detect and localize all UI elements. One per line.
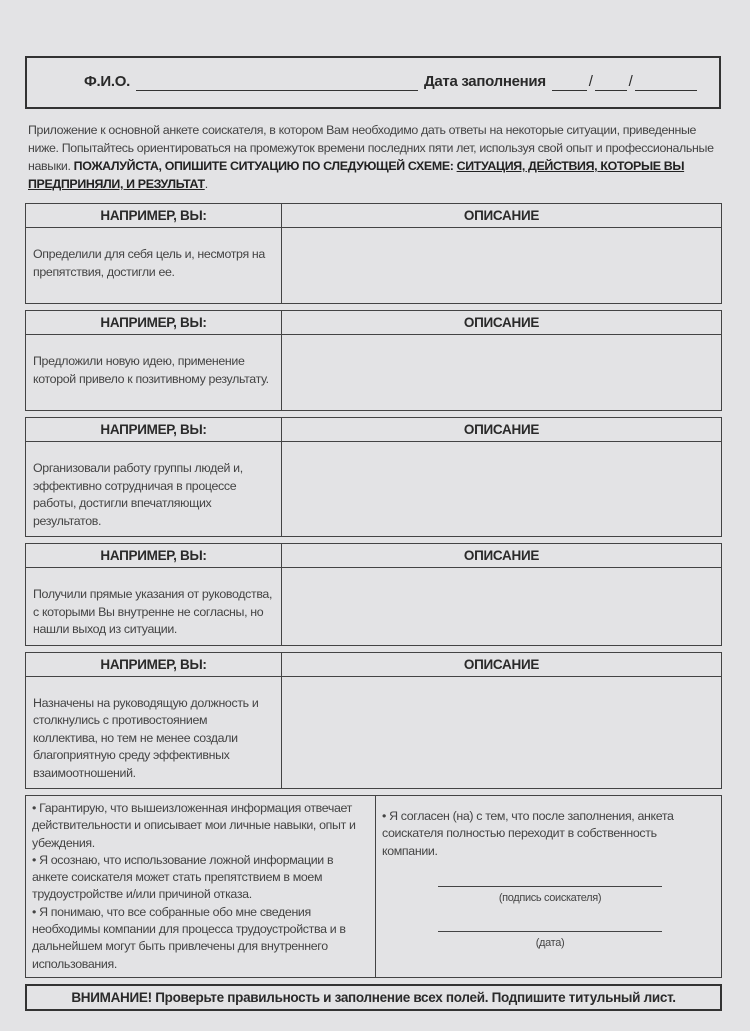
description-field[interactable] (282, 677, 721, 789)
situation-block (25, 203, 722, 304)
description-field[interactable] (282, 568, 721, 645)
block-body (26, 568, 721, 645)
intro-end: . (204, 177, 208, 191)
description-field[interactable] (282, 442, 721, 536)
warning-banner: ВНИМАНИЕ! Проверьте правильность и заполнение всех полей. Подпишите титульный лист. (25, 984, 722, 1011)
signature-field[interactable]: (подпись соискателя) (438, 886, 662, 905)
block-header (26, 653, 721, 677)
name-field[interactable] (136, 76, 418, 91)
example-header: НАПРИМЕР, ВЫ: (26, 418, 282, 441)
intro-underlined: СИТУАЦИЯ, ДЕЙСТВИЯ, КОТОРЫЕ ВЫ ПРЕДПРИНЯЛИ, И РЕЗУЛЬТАТ (28, 159, 685, 191)
example-text: Получили прямые указания от руководства, с которыми Вы внутренне не согласны, но нашли выход из ситуации. (26, 568, 282, 645)
consent-text: • Я согласен (на) с тем, что после заполнения, анкета соискателя полностью переходит в собственность компании. (382, 809, 674, 858)
name-label: Ф.И.О. (84, 73, 130, 90)
description-header: ОПИСАНИЕ (463, 422, 540, 437)
block-body (26, 442, 721, 536)
date-label: Дата заполнения (423, 73, 546, 90)
example-text: Назначены на руководящую должность и столкнулись с противостоянием коллектива, но тем не менее создали благоприятную среду эффективных взаимоотношений. (26, 677, 282, 789)
description-header: ОПИСАНИЕ (463, 656, 540, 672)
block-header (26, 204, 721, 228)
example-header: НАПРИМЕР, ВЫ: (26, 653, 282, 676)
declaration-box (25, 795, 722, 978)
declaration-right (376, 796, 721, 977)
date-year-field[interactable] (635, 76, 697, 91)
description-header: ОПИСАНИЕ (463, 315, 540, 330)
example-header: НАПРИМЕР, ВЫ: (26, 204, 282, 227)
example-header: НАПРИМЕР, ВЫ: (26, 544, 282, 567)
example-text: Предложили новую идею, применение которой привело к позитивному результату. (26, 335, 282, 410)
date-day-field[interactable] (552, 76, 587, 91)
block-header (26, 544, 721, 568)
description-field[interactable] (282, 228, 721, 303)
signature-date-field[interactable]: (дата) (438, 931, 662, 950)
intro-body: Приложение к основной анкете соискателя, в котором Вам необходимо дать ответы на некоторые ситуации, приведенные ниже. Попытайтесь ориентироваться на промежуток времени последних пяти лет, используя свой опыт и профессиональные навыки. (28, 123, 714, 173)
example-text: Определили для себя цель и, несмотря на препятствия, достигли ее. (26, 228, 282, 303)
block-body (26, 677, 721, 789)
date-month-field[interactable] (595, 76, 627, 91)
description-header: ОПИСАНИЕ (463, 208, 540, 223)
block-body (26, 335, 721, 410)
declaration-item: • Я понимаю, что все собранные обо мне сведения необходимы компании для процесса трудоустройства и в дальнейшем могут быть привлечены для внутреннего использования. (32, 904, 346, 971)
intro-text (28, 121, 718, 193)
example-text: Организовали работу группы людей и, эффективно сотрудничая в процессе работы, достигли впечатляющих результатов. (26, 442, 282, 536)
header-box (25, 56, 721, 109)
date-separator: / (588, 73, 593, 90)
description-header: ОПИСАНИЕ (463, 548, 540, 563)
declaration-item: • Гарантирую, что вышеизложенная информация отвечает действительности и описывает мои личные навыки, опыт и убеждения. (32, 801, 356, 850)
situation-block (25, 652, 722, 790)
declaration-item: • Я осознаю, что использование ложной информации в анкете соискателя может стать препятствием в моем трудоустройстве и/или причиной отказа. (32, 852, 334, 902)
date-separator: / (628, 73, 633, 90)
situation-block (25, 543, 722, 646)
situation-blocks (25, 203, 722, 789)
block-header (26, 311, 721, 335)
block-header (26, 418, 721, 442)
example-header: НАПРИМЕР, ВЫ: (26, 311, 282, 334)
declaration-left (26, 796, 376, 977)
situation-block (25, 417, 722, 537)
intro-bold: ПОЖАЛУЙСТА, ОПИШИТЕ СИТУАЦИЮ ПО СЛЕДУЮЩЕЙ СХЕМЕ: (73, 159, 454, 173)
situation-block (25, 310, 722, 411)
description-field[interactable] (282, 335, 721, 410)
block-body (26, 228, 721, 303)
